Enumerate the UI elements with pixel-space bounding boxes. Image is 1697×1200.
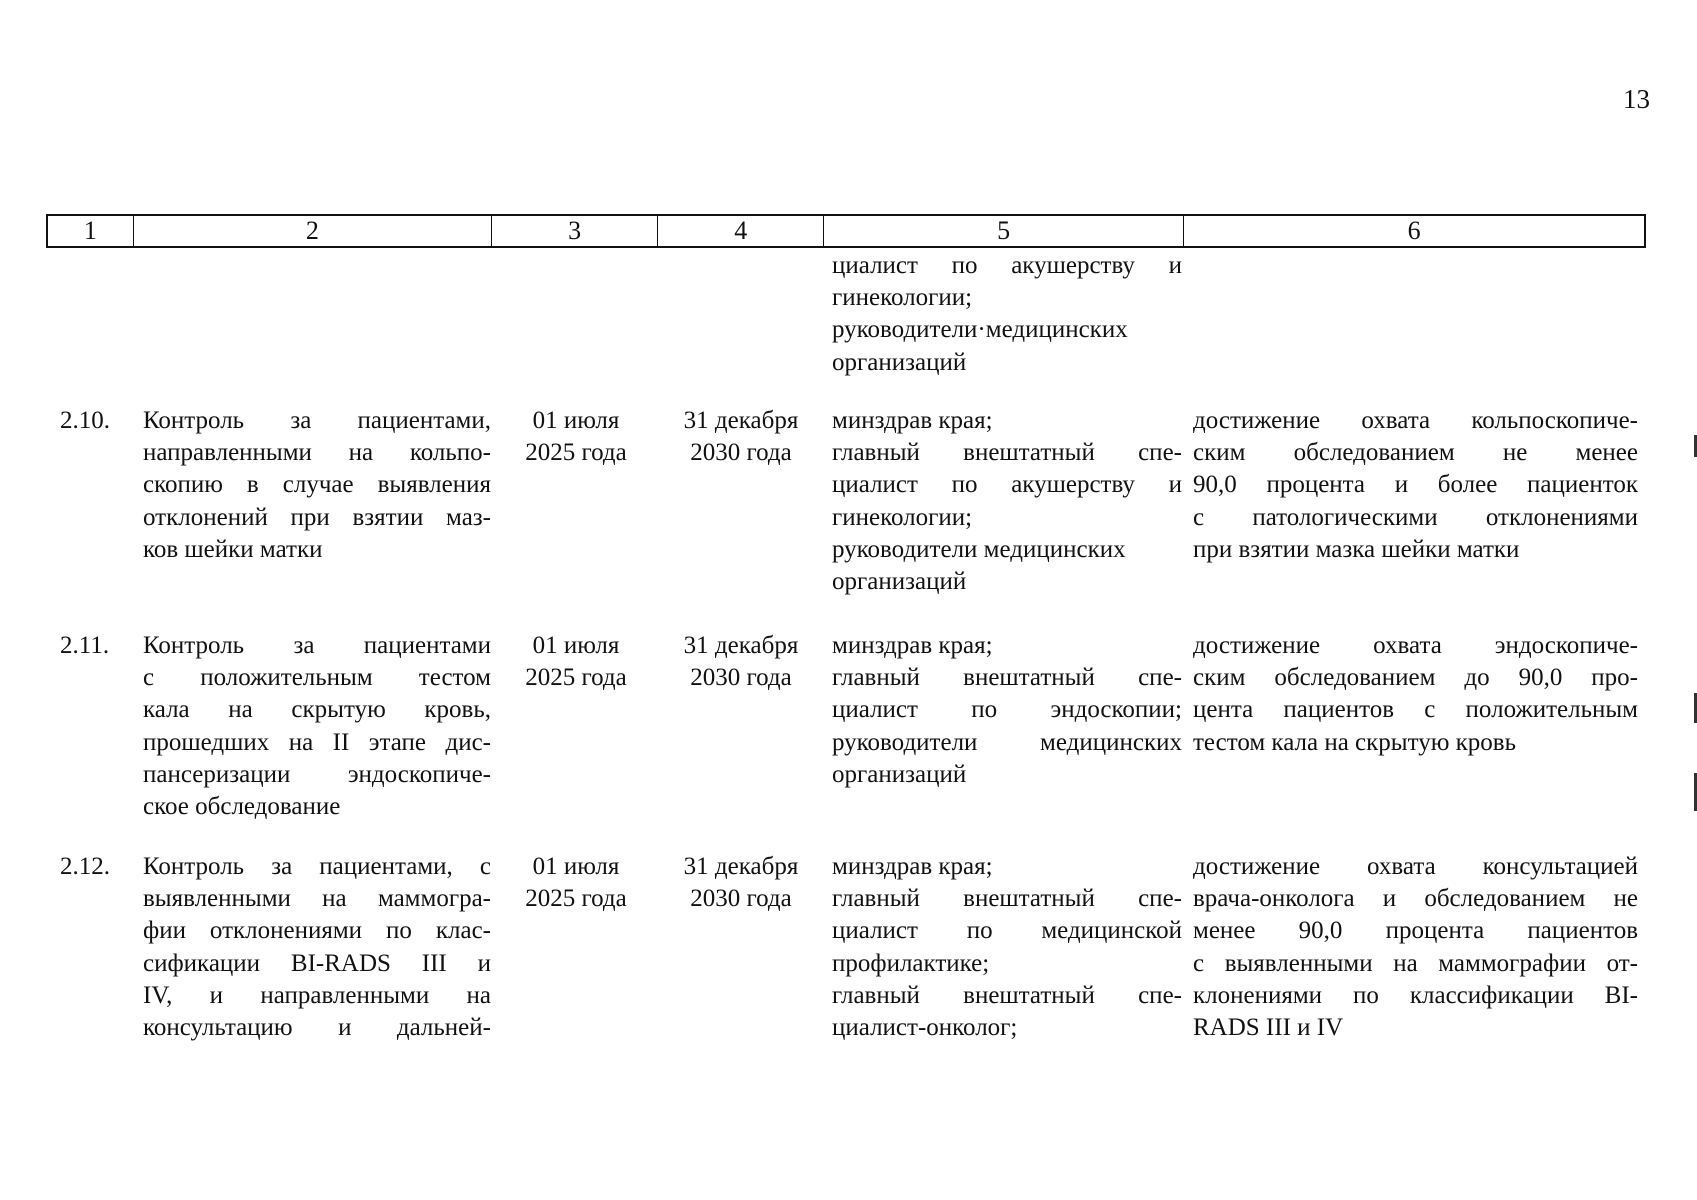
activity-cell bbox=[143, 851, 491, 1044]
responsible-cell bbox=[832, 851, 1182, 1044]
text-line: врача-онколога и обследованием не bbox=[1193, 885, 1638, 913]
text-line: главный внештатный спе- bbox=[832, 439, 1182, 467]
text-line: цента пациентов с положительным bbox=[1193, 696, 1638, 724]
text-line: ков шейки матки bbox=[143, 535, 323, 563]
row-number: 2.11. bbox=[60, 632, 110, 659]
text-line: менее 90,0 процента пациентов bbox=[1193, 917, 1638, 945]
text-line: организаций bbox=[832, 760, 967, 788]
text-line: 2025 года bbox=[525, 885, 627, 913]
text-line: 90,0 процента и более пациенток bbox=[1193, 471, 1638, 499]
text-line: с положительным тестом bbox=[143, 664, 491, 692]
text-line: ским обследованием не менее bbox=[1193, 439, 1638, 467]
text-line: 2030 года bbox=[690, 439, 792, 467]
column-header-5: 5 bbox=[823, 216, 1183, 246]
text-line: достижение охвата кольпоскопиче- bbox=[1193, 407, 1638, 434]
result-cell bbox=[1193, 851, 1638, 1044]
end-date-cell bbox=[661, 630, 821, 694]
text-line: RADS III и IV bbox=[1193, 1014, 1344, 1042]
text-line: 2025 года bbox=[525, 664, 627, 692]
responsible-cell bbox=[832, 405, 1182, 598]
responsible-cell bbox=[832, 630, 1182, 791]
end-date-cell bbox=[661, 851, 821, 915]
activity-cell bbox=[143, 405, 491, 566]
text-line: циалист по медицинской bbox=[832, 917, 1182, 945]
start-date-cell bbox=[501, 405, 651, 469]
text-line: 01 июля bbox=[532, 632, 620, 659]
text-line: 31 декабря bbox=[683, 632, 799, 659]
text-line: 01 июля bbox=[532, 407, 620, 434]
text-line: руководители медицинских bbox=[832, 535, 1126, 563]
text-line: руководители·медицинских bbox=[832, 316, 1128, 344]
text-line: циалист по эндоскопии; bbox=[832, 696, 1182, 724]
text-line: циалист-онколог; bbox=[832, 1014, 1018, 1042]
responsible-cell bbox=[832, 250, 1182, 379]
text-line: сификации BI-RADS III и bbox=[143, 949, 491, 977]
text-line: главный внештатный спе- bbox=[832, 664, 1182, 692]
text-line: 01 июля bbox=[532, 853, 620, 880]
text-line: фии отклонениями по клас- bbox=[143, 917, 491, 945]
column-header-1: 1 bbox=[83, 216, 97, 245]
text-line: Контроль за пациентами bbox=[143, 632, 491, 659]
activity-cell bbox=[143, 630, 491, 823]
text-line: 2030 года bbox=[690, 664, 792, 692]
text-line: достижение охвата эндоскопиче- bbox=[1193, 632, 1638, 659]
page-number: 13 bbox=[1623, 84, 1650, 114]
column-header-2: 2 bbox=[133, 216, 491, 246]
text-line: главный внештатный спе- bbox=[832, 885, 1182, 913]
result-cell bbox=[1193, 405, 1638, 566]
text-line: направленными на кольпо- bbox=[143, 439, 491, 467]
text-line: руководители медицинских bbox=[832, 728, 1182, 756]
text-line: минздрав края; bbox=[832, 632, 993, 659]
text-line: 31 декабря bbox=[683, 407, 799, 434]
text-line: гинекологии; bbox=[832, 503, 973, 531]
text-line: кала на скрытую кровь, bbox=[143, 696, 491, 724]
end-date-cell bbox=[661, 405, 821, 469]
text-line: 31 декабря bbox=[683, 853, 799, 880]
text-line: с выявленными на маммографии от- bbox=[1193, 949, 1638, 977]
text-line: минздрав края; bbox=[832, 407, 993, 434]
text-line: минздрав края; bbox=[832, 853, 993, 880]
text-line: тестом кала на скрытую кровь bbox=[1193, 728, 1516, 756]
text-line: клонениями по классификации BI- bbox=[1193, 981, 1638, 1009]
start-date-cell bbox=[501, 630, 651, 694]
text-line: организаций bbox=[832, 348, 967, 376]
column-header-4: 4 bbox=[657, 216, 823, 246]
text-line: Контроль за пациентами, bbox=[143, 407, 491, 434]
text-line: консультацию и дальней- bbox=[143, 1014, 491, 1042]
column-header-6: 6 bbox=[1183, 216, 1644, 246]
text-line: главный внештатный спе- bbox=[832, 981, 1182, 1009]
text-line: прошедших на II этапе дис- bbox=[143, 728, 491, 756]
text-line: 2025 года bbox=[525, 439, 627, 467]
text-line: профилактике; bbox=[832, 949, 990, 977]
text-line: с патологическими отклонениями bbox=[1193, 503, 1638, 531]
text-line: ское обследование bbox=[143, 793, 341, 821]
start-date-cell bbox=[501, 851, 651, 915]
text-line: 2030 года bbox=[690, 885, 792, 913]
text-line: Контроль за пациентами, с bbox=[143, 853, 491, 880]
text-line: гинекологии; bbox=[832, 284, 973, 312]
text-line: скопию в случае выявления bbox=[143, 471, 491, 499]
text-line: выявленными на маммогра- bbox=[143, 885, 491, 913]
text-line: циалист по акушерству и bbox=[832, 252, 1182, 279]
table-column-headers bbox=[46, 214, 1646, 248]
row-number: 2.10. bbox=[60, 407, 110, 434]
text-line: пансеризации эндоскопиче- bbox=[143, 760, 491, 788]
text-line: IV, и направленными на bbox=[143, 981, 491, 1009]
text-line: достижение охвата консультацией bbox=[1193, 853, 1638, 880]
text-line: отклонений при взятии маз- bbox=[143, 503, 491, 531]
result-cell bbox=[1193, 630, 1638, 759]
text-line: циалист по акушерству и bbox=[832, 471, 1182, 499]
text-line: организаций bbox=[832, 568, 967, 596]
column-header-3: 3 bbox=[491, 216, 658, 246]
row-number: 2.12. bbox=[60, 853, 110, 880]
text-line: при взятии мазка шейки матки bbox=[1193, 535, 1520, 563]
text-line: ским обследованием до 90,0 про- bbox=[1193, 664, 1638, 692]
